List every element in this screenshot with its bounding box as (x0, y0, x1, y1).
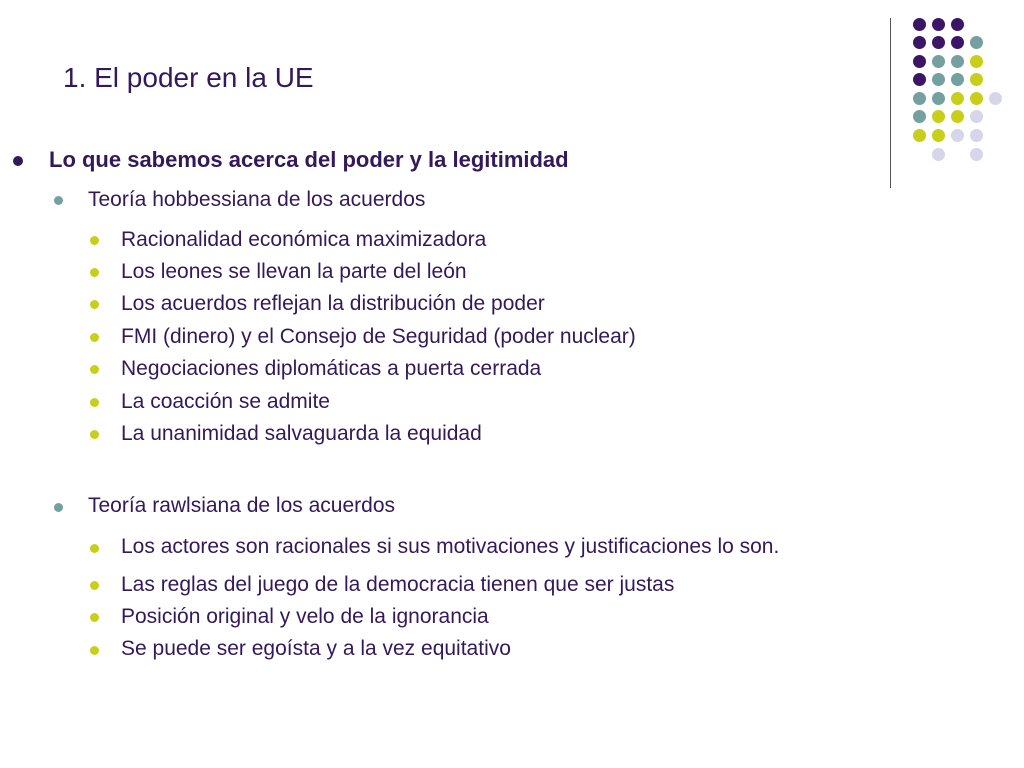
list-item: Los acuerdos reflejan la distribución de poder (121, 292, 545, 315)
list-item: Se puede ser egoísta y a la vez equitativo (121, 637, 511, 660)
outline-heading: Lo que sabemos acerca del poder y la legitimidad (49, 147, 569, 172)
list-item: Negociaciones diplomáticas a puerta cerrada (121, 357, 542, 380)
bullet-level3-icon (90, 398, 99, 407)
bullet-level3-icon (90, 365, 99, 374)
bullet-level2-icon (54, 503, 63, 512)
bullet-level3-icon (90, 300, 99, 309)
slide-title: 1. El poder en la UE (63, 62, 314, 93)
section-label: Teoría hobbessiana de los acuerdos (88, 188, 426, 211)
list-item: Posición original y velo de la ignorancia (121, 605, 489, 628)
list-item: Los leones se llevan la parte del león (121, 260, 467, 283)
bullet-level3-icon (90, 646, 99, 655)
bullet-level3-icon (90, 333, 99, 342)
list-item: La unanimidad salvaguarda la equidad (121, 422, 482, 445)
section-label: Teoría rawlsiana de los acuerdos (88, 494, 396, 517)
bullet-level1-icon (13, 156, 23, 166)
list-item: La coacción se admite (121, 390, 330, 413)
bullet-level3-icon (90, 236, 99, 245)
list-item: FMI (dinero) y el Consejo de Seguridad (poder nuclear) (121, 325, 636, 348)
bullet-level3-icon (90, 430, 99, 439)
bullet-level2-icon (54, 196, 63, 205)
list-item: Racionalidad económica maximizadora (121, 228, 487, 251)
bullet-level3-icon (90, 268, 99, 277)
bullet-level3-icon (90, 544, 99, 553)
bullet-level3-icon (90, 581, 99, 590)
list-item: Los actores son racionales si sus motivaciones y justificaciones lo son. (121, 535, 780, 558)
list-item: Las reglas del juego de la democracia tienen que ser justas (121, 573, 675, 596)
bullet-level3-icon (90, 613, 99, 622)
